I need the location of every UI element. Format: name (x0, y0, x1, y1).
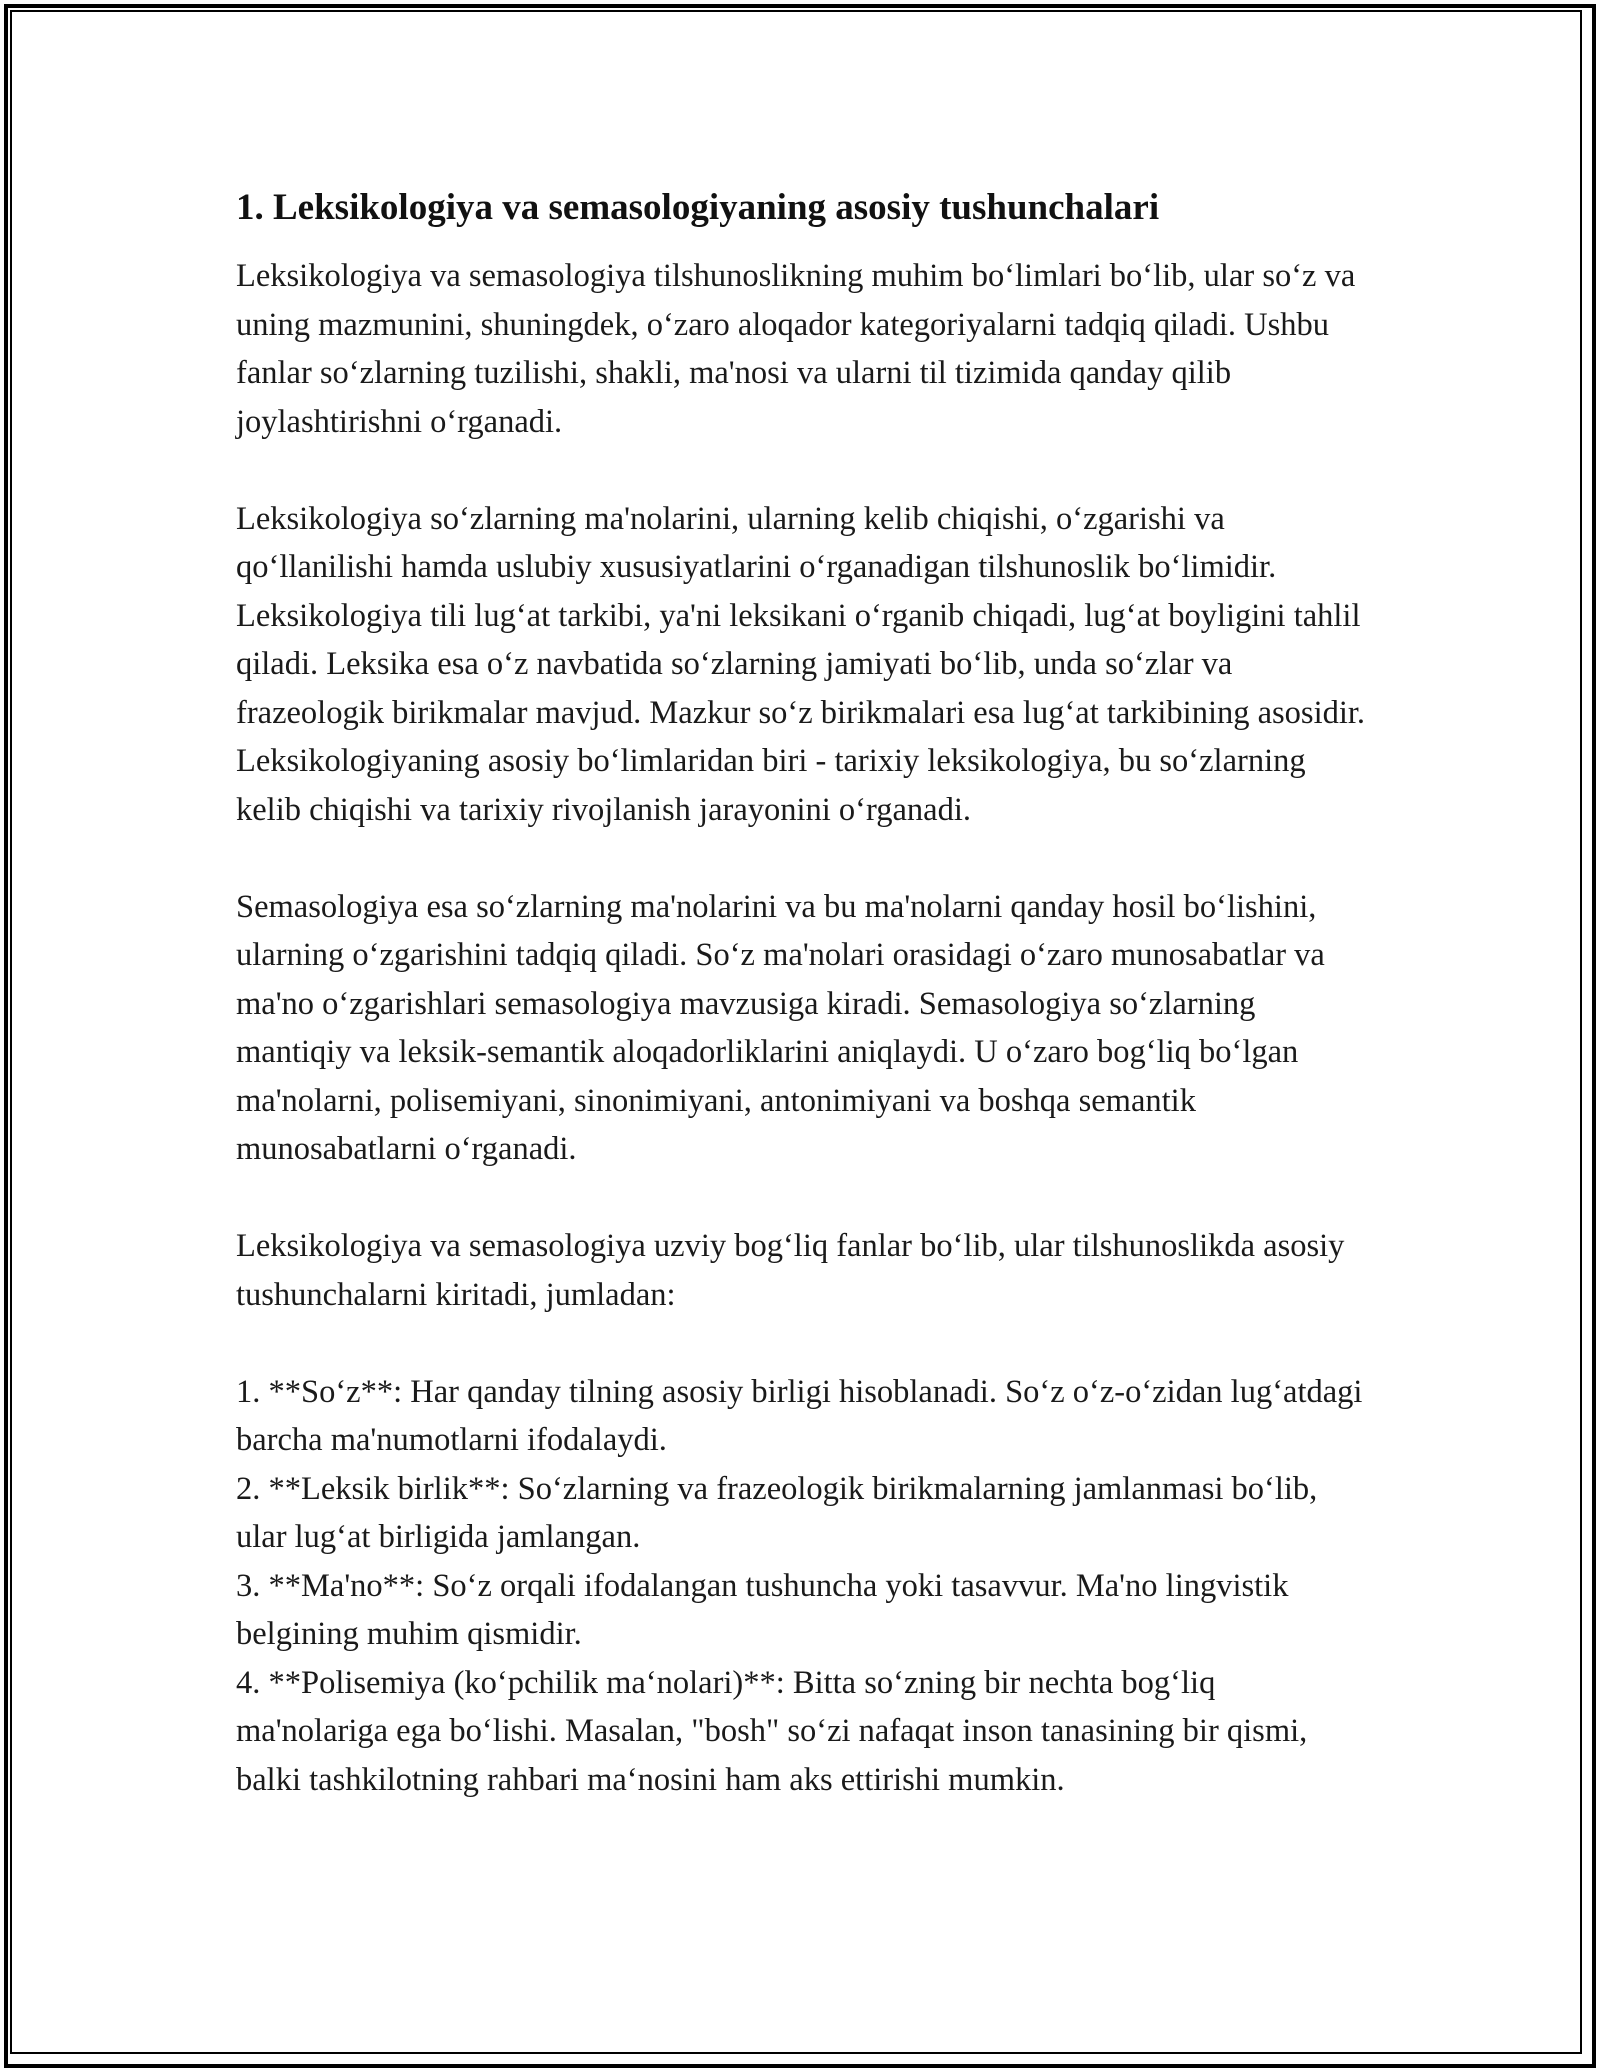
paragraph-intro: Leksikologiya va semasologiya tilshunoslikning muhim bo‘limlari bo‘lib, ular so‘z va uning mazmunini, shuningdek, o‘zaro aloqador kategoriyalarni tadqiq qiladi. Ushbu fanlar so‘zlarning tuzilishi, shakli, ma'nosi va ularni til tizimida qanday qilib joylashtirishni o‘rganadi. (236, 258, 1356, 440)
paragraph-list-intro: Leksikologiya va semasologiya uzviy bog‘liq fanlar bo‘lib, ular tilshunoslikda asosiy tushunchalarni kiritadi, jumladan: (236, 1228, 1345, 1313)
paragraph-semasiology: Semasologiya esa so‘zlarning ma'nolarini va bu ma'nolarni qanday hosil bo‘lishini, ularning o‘zgarishini tadqiq qiladi. So‘z ma'nolari orasidagi o‘zaro munosabatlar va ma'no o‘zgarishlari semasologiya mavzusiga kiradi. Semasologiya so‘zlarning mantiqiy va leksik-semantik aloqadorliklarini aniqlaydi. U o‘zaro bog‘liq bo‘lgan ma'nolarni, polisemiyani, sinonimiyani, antonimiyani va boshqa semantik munosabatlarni o‘rganadi. (236, 888, 1325, 1167)
concept-list (236, 1368, 1366, 1805)
list-item-polisemiya: 4. **Polisemiya (ko‘pchilik ma‘nolari)**: Bitta so‘zning bir nechta bog‘liq ma'nolariga ega bo‘lishi. Masalan, "bosh" so‘zi nafaqat inson tanasining bir qismi, balki tashkilotning rahbari ma‘nosini ham aks ettirishi mumkin. (236, 1664, 1308, 1798)
list-item-soz: 1. **So‘z**: Har qanday tilning asosiy birligi hisoblanadi. So‘z o‘z-o‘zidan lug‘atdagi barcha ma'numotlarni ifodalaydi. (236, 1373, 1363, 1458)
paragraph-lexicology: Leksikologiya so‘zlarning ma'nolarini, ularning kelib chiqishi, o‘zgarishi va qo‘llanilishi hamda uslubiy xususiyatlarini o‘rganadigan tilshunoslik bo‘limidir. Leksikologiya tili lug‘at tarkibi, ya'ni leksikani o‘rganib chiqadi, lug‘at boyligini tahlil qiladi. Leksika esa o‘z navbatida so‘zlarning jamiyati bo‘lib, unda so‘zlar va frazeologik birikmalar mavjud. Mazkur so‘z birikmalari esa lug‘at tarkibining asosidir. Leksikologiyaning asosiy bo‘limlaridan biri - tarixiy leksikologiya, bu so‘zlarning kelib chiqishi va tarixiy rivojlanish jarayonini o‘rganadi. (236, 500, 1366, 828)
document-body (236, 186, 1366, 1804)
list-item-mano: 3. **Ma'no**: So‘z orqali ifodalangan tushuncha yoki tasavvur. Ma'no lingvistik belgining muhim qismidir. (236, 1567, 1289, 1652)
list-item-leksik-birlik: 2. **Leksik birlik**: So‘zlarning va frazeologik birikmalarning jamlanmasi bo‘lib, ular lug‘at birligida jamlangan. (236, 1470, 1318, 1555)
section-heading: 1. Leksikologiya va semasologiyaning asosiy tushunchalari (236, 187, 1160, 228)
